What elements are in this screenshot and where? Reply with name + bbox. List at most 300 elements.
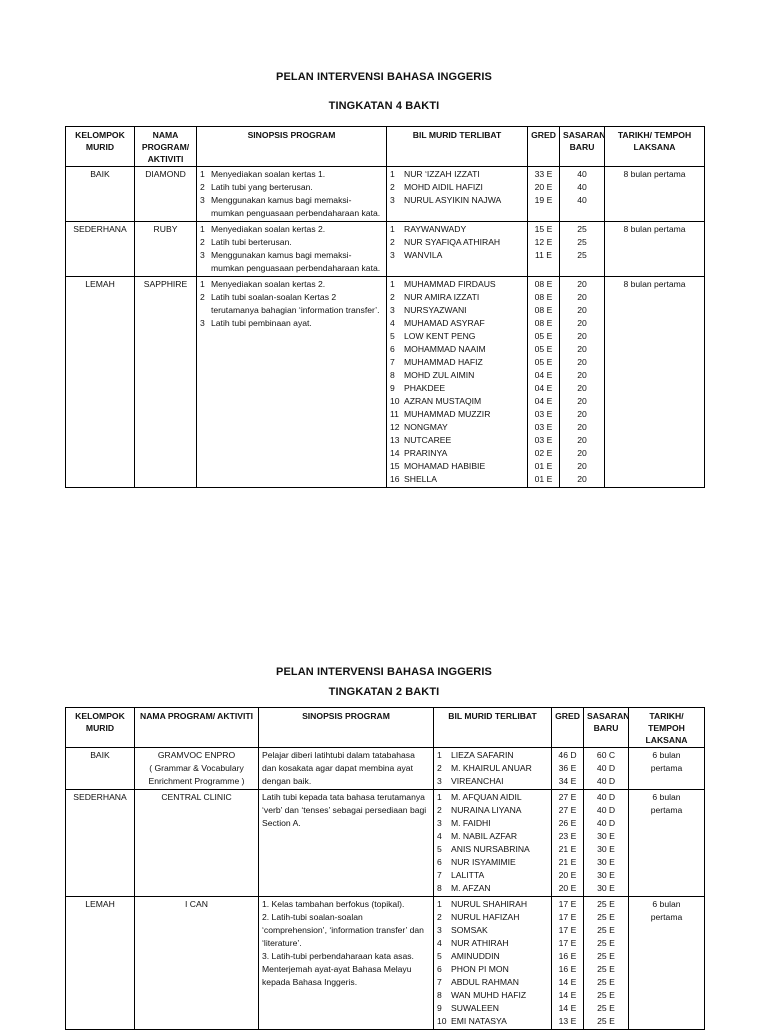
student-item — [437, 856, 548, 869]
group-cell: SEDERHANA — [66, 790, 135, 897]
synopsis-cell — [259, 897, 434, 1030]
grade-value: 03 E — [534, 422, 553, 432]
student-name: NURUL SHAHIRAH — [451, 899, 528, 909]
program-line: CENTRAL CLINIC — [161, 792, 232, 802]
student-number: 7 — [437, 977, 442, 987]
student-item — [390, 460, 524, 473]
students-cell — [387, 277, 528, 488]
student-item — [390, 473, 524, 486]
group-cell: SEDERHANA — [66, 222, 135, 277]
synopsis-line: Pelajar diberi latihtubi dalam tatabahasa dan kosakata agar dapat membina ayat dengan baik. — [262, 750, 415, 786]
student-number: 4 — [437, 831, 442, 841]
table-row — [66, 277, 705, 488]
duration-cell — [629, 897, 705, 1030]
student-number: 3 — [390, 305, 395, 315]
student-number: 10 — [437, 1016, 447, 1026]
synopsis-item — [200, 249, 383, 275]
student-list — [390, 168, 524, 207]
grade-value: 16 E — [558, 964, 577, 974]
grade-value: 46 D — [558, 750, 577, 760]
target-value: 40 D — [596, 818, 616, 828]
target-value: 25 — [577, 250, 587, 260]
student-list — [437, 898, 548, 1028]
table-row — [66, 790, 705, 897]
student-name: PRARINYA — [404, 448, 448, 458]
student-item — [437, 1015, 548, 1028]
target-value: 20 — [577, 409, 587, 419]
table-row — [66, 897, 705, 1030]
student-item — [390, 382, 524, 395]
target-value: 20 — [577, 448, 587, 458]
grade-value: 23 E — [558, 831, 577, 841]
student-name: MUHAMMAD MUZZIR — [404, 409, 491, 419]
grade-value: 20 E — [558, 883, 577, 893]
target-value: 25 — [577, 224, 587, 234]
target-cell — [584, 790, 629, 897]
student-item — [437, 749, 548, 762]
student-item — [437, 963, 548, 976]
item-text: Menggunakan kamus bagi memaksi-mumkan penguasaan perbendaharaan kata. — [211, 195, 381, 218]
item-number: 2 — [200, 292, 205, 302]
student-number: 6 — [437, 964, 442, 974]
header-program: NAMA PROGRAM/ AKTIVITI — [135, 127, 197, 167]
group-cell: LEMAH — [66, 897, 135, 1030]
student-name: PHON PI MON — [451, 964, 509, 974]
program-line: GRAMVOC ENPRO — [157, 750, 236, 760]
table-row — [66, 748, 705, 790]
grade-value: 14 E — [558, 990, 577, 1000]
duration-line: pertama — [650, 763, 683, 773]
student-name: AZRAN MUSTAQIM — [404, 396, 482, 406]
student-item — [437, 762, 548, 775]
student-item — [390, 356, 524, 369]
student-number: 3 — [390, 250, 395, 260]
student-item — [437, 775, 548, 788]
grade-value: 16 E — [558, 951, 577, 961]
synopsis-item — [200, 181, 383, 194]
item-number: 3 — [200, 195, 205, 205]
program-line: ( Grammar & Vocabulary — [149, 763, 244, 773]
student-name: M. AFZAN — [451, 883, 491, 893]
grade-value: 26 E — [558, 818, 577, 828]
student-number: 8 — [437, 883, 442, 893]
synopsis-cell — [197, 167, 387, 222]
duration-line: 6 bulan — [652, 792, 681, 802]
item-text: Menyediakan soalan kertas 2. — [211, 224, 326, 234]
synopsis-item — [200, 168, 383, 181]
grade-value: 04 E — [534, 370, 553, 380]
student-item — [390, 369, 524, 382]
synopsis-item — [200, 291, 383, 317]
grade-value: 14 E — [558, 1003, 577, 1013]
duration-line: 6 bulan — [652, 750, 681, 760]
grade-value: 17 E — [558, 899, 577, 909]
item-number: 1 — [200, 279, 205, 289]
student-name: LIEZA SAFARIN — [451, 750, 514, 760]
item-number: 1 — [200, 169, 205, 179]
target-value: 40 — [577, 195, 587, 205]
student-item — [390, 395, 524, 408]
students-cell — [387, 167, 528, 222]
student-name: WAN MUHD HAFIZ — [451, 990, 527, 1000]
student-number: 2 — [437, 805, 442, 815]
grade-value: 14 E — [558, 977, 577, 987]
synopsis-cell — [197, 222, 387, 277]
student-item — [437, 791, 548, 804]
student-item — [390, 421, 524, 434]
target-value: 30 E — [597, 883, 615, 893]
student-name: PHAKDEE — [404, 383, 446, 393]
target-value: 30 E — [597, 870, 615, 880]
student-name: WANVILA — [404, 250, 443, 260]
target-value: 30 E — [597, 857, 615, 867]
grade-value: 05 E — [534, 331, 553, 341]
item-number: 2 — [200, 182, 205, 192]
target-value: 60 C — [596, 750, 616, 760]
student-name: ABDUL RAHMAN — [451, 977, 519, 987]
grade-value: 34 E — [558, 776, 577, 786]
target-value: 40 — [577, 169, 587, 179]
group-cell: BAIK — [66, 748, 135, 790]
student-number: 1 — [390, 224, 395, 234]
grade-value: 01 E — [534, 461, 553, 471]
header-kelompok: KELOMPOK MURID — [66, 127, 135, 167]
item-text: Latih tubi yang berterusan. — [211, 182, 313, 192]
target-cell — [560, 222, 605, 277]
student-item — [437, 817, 548, 830]
student-item — [437, 869, 548, 882]
target-cell — [560, 167, 605, 222]
duration-line: pertama — [650, 912, 683, 922]
synopsis-list — [200, 168, 383, 220]
student-name: M. KHAIRUL ANUAR — [451, 763, 532, 773]
program-cell — [135, 790, 259, 897]
duration-line: 6 bulan — [652, 899, 681, 909]
student-number: 4 — [390, 318, 395, 328]
target-value: 25 E — [597, 990, 615, 1000]
target-cell — [584, 897, 629, 1030]
header-sasaran: SASARAN BARU — [560, 127, 605, 167]
student-item — [437, 911, 548, 924]
doc1-table — [65, 126, 705, 488]
student-number: 7 — [390, 357, 395, 367]
student-item — [390, 194, 524, 207]
student-name: MUHAMAD ASYRAF — [404, 318, 485, 328]
item-number: 1 — [200, 224, 205, 234]
student-name: NUR SYAFIQA ATHIRAH — [404, 237, 501, 247]
item-text: Latih tubi berterusan. — [211, 237, 292, 247]
grade-value: 20 E — [534, 182, 553, 192]
student-number: 6 — [390, 344, 395, 354]
target-value: 20 — [577, 318, 587, 328]
student-name: MUHAMMAD HAFIZ — [404, 357, 483, 367]
item-text: Latih tubi soalan-soalan Kertas 2 terutamanya bahagian ‘information transfer’. — [211, 292, 380, 315]
student-number: 5 — [390, 331, 395, 341]
target-value: 20 — [577, 305, 587, 315]
grade-value: 08 E — [534, 318, 553, 328]
student-name: SOMSAK — [451, 925, 488, 935]
student-number: 14 — [390, 448, 400, 458]
grade-value: 21 E — [558, 857, 577, 867]
target-value: 40 D — [596, 776, 616, 786]
target-value: 25 E — [597, 899, 615, 909]
student-item — [390, 236, 524, 249]
student-number: 10 — [390, 396, 400, 406]
item-number: 3 — [200, 318, 205, 328]
program-cell: SAPPHIRE — [135, 277, 197, 488]
duration-cell: 8 bulan pertama — [605, 167, 705, 222]
doc2-header-row — [66, 708, 705, 748]
program-line: I CAN — [185, 899, 208, 909]
student-name: M. FAIDHI — [451, 818, 491, 828]
program-line: Enrichment Programme ) — [148, 776, 245, 786]
student-name: NURSYAZWANI — [404, 305, 467, 315]
item-text: Menggunakan kamus bagi memaksi-mumkan penguasaan perbendaharaan kata. — [211, 250, 381, 273]
student-number: 6 — [437, 857, 442, 867]
doc2-subtitle: TINGKATAN 2 BAKTI — [328, 686, 440, 698]
synopsis-item — [200, 194, 383, 220]
student-item — [437, 843, 548, 856]
target-value: 20 — [577, 292, 587, 302]
duration-cell: 8 bulan pertama — [605, 277, 705, 488]
synopsis-line: 2. Latih-tubi soalan-soalan ‘comprehension’, ‘information transfer’ dan ‘literature’. — [262, 912, 424, 948]
duration-cell: 8 bulan pertama — [605, 222, 705, 277]
item-text: Menyediakan soalan kertas 1. — [211, 169, 326, 179]
student-list — [390, 278, 524, 486]
student-name: NURUL HAFIZAH — [451, 912, 520, 922]
synopsis-line: Menterjemah ayat-ayat Bahasa Melayu kepada Bahasa Inggeris. — [262, 964, 412, 987]
student-number: 3 — [390, 195, 395, 205]
student-number: 1 — [437, 899, 442, 909]
student-name: NUTCAREE — [404, 435, 452, 445]
target-value: 20 — [577, 357, 587, 367]
grade-value: 11 E — [534, 250, 553, 260]
student-name: ANIS NURSABRINA — [451, 844, 530, 854]
target-value: 25 E — [597, 964, 615, 974]
student-name: AMINUDDIN — [451, 951, 500, 961]
target-value: 30 E — [597, 831, 615, 841]
student-name: MOHD ZUL AIMIN — [404, 370, 475, 380]
target-value: 20 — [577, 461, 587, 471]
student-name: SUWALEEN — [451, 1003, 499, 1013]
grade-cell — [552, 790, 584, 897]
header-sinopsis: SINOPSIS PROGRAM — [259, 708, 434, 748]
student-item — [437, 924, 548, 937]
student-number: 5 — [437, 951, 442, 961]
student-number: 4 — [437, 938, 442, 948]
student-item — [390, 447, 524, 460]
table-row — [66, 167, 705, 222]
grade-cell — [528, 277, 560, 488]
grade-value: 17 E — [558, 938, 577, 948]
student-item — [437, 989, 548, 1002]
student-name: MOHAMAD HABIBIE — [404, 461, 486, 471]
doc1-title: PELAN INTERVENSI BAHASA INGGERIS — [276, 71, 492, 83]
student-name: EMI NATASYA — [451, 1016, 507, 1026]
grade-value: 08 E — [534, 279, 553, 289]
grade-value: 17 E — [558, 912, 577, 922]
grade-value: 01 E — [534, 474, 553, 484]
program-cell — [135, 748, 259, 790]
header-gred: GRED — [552, 708, 584, 748]
target-value: 20 — [577, 279, 587, 289]
grade-value: 12 E — [534, 237, 553, 247]
student-item — [437, 804, 548, 817]
student-item — [437, 950, 548, 963]
target-value: 25 — [577, 237, 587, 247]
student-number: 2 — [390, 182, 395, 192]
student-number: 5 — [437, 844, 442, 854]
grade-value: 15 E — [534, 224, 553, 234]
student-item — [390, 408, 524, 421]
student-item — [390, 223, 524, 236]
synopsis-cell — [259, 790, 434, 897]
grade-value: 03 E — [534, 435, 553, 445]
header-murid: BIL MURID TERLIBAT — [387, 127, 528, 167]
student-item — [437, 882, 548, 895]
target-value: 20 — [577, 396, 587, 406]
student-number: 1 — [390, 279, 395, 289]
student-number: 3 — [437, 925, 442, 935]
student-name: SHELLA — [404, 474, 437, 484]
student-list — [437, 749, 548, 788]
program-cell — [135, 897, 259, 1030]
student-item — [390, 343, 524, 356]
student-name: MOHD AIDIL HAFIZI — [404, 182, 483, 192]
target-value: 20 — [577, 383, 587, 393]
header-kelompok: KELOMPOK MURID — [66, 708, 135, 748]
student-number: 2 — [437, 763, 442, 773]
students-cell — [387, 222, 528, 277]
item-text: Menyediakan soalan kertas 2. — [211, 279, 326, 289]
table-row — [66, 222, 705, 277]
student-number: 2 — [390, 237, 395, 247]
student-item — [437, 976, 548, 989]
student-number: 2 — [390, 292, 395, 302]
student-number: 3 — [437, 818, 442, 828]
target-value: 20 — [577, 344, 587, 354]
synopsis-item — [200, 278, 383, 291]
student-number: 7 — [437, 870, 442, 880]
student-list — [390, 223, 524, 262]
synopsis-list — [200, 223, 383, 275]
group-cell: LEMAH — [66, 277, 135, 488]
student-name: NONGMAY — [404, 422, 448, 432]
student-number: 11 — [390, 409, 399, 419]
student-number: 2 — [437, 912, 442, 922]
synopsis-item — [200, 223, 383, 236]
student-name: NUR ISYAMIMIE — [451, 857, 516, 867]
grade-value: 02 E — [534, 448, 553, 458]
synopsis-cell — [259, 748, 434, 790]
target-value: 25 E — [597, 1003, 615, 1013]
student-item — [390, 434, 524, 447]
grade-value: 03 E — [534, 409, 553, 419]
grade-value: 36 E — [558, 763, 577, 773]
synopsis-list — [200, 278, 383, 330]
duration-cell — [629, 748, 705, 790]
student-item — [390, 278, 524, 291]
item-number: 2 — [200, 237, 205, 247]
target-value: 20 — [577, 331, 587, 341]
student-item — [390, 181, 524, 194]
synopsis-line: 3. Latih-tubi perbendaharaan kata asas. — [262, 951, 414, 961]
grade-value: 17 E — [558, 925, 577, 935]
student-number: 8 — [390, 370, 395, 380]
student-item — [390, 317, 524, 330]
grade-cell — [528, 167, 560, 222]
header-program: NAMA PROGRAM/ AKTIVITI — [135, 708, 259, 748]
target-value: 40 D — [596, 805, 616, 815]
grade-value: 08 E — [534, 305, 553, 315]
students-cell — [434, 790, 552, 897]
student-name: NURUL ASYIKIN NAJWA — [404, 195, 502, 205]
student-name: M. AFQUAN AIDIL — [451, 792, 522, 802]
student-name: RAYWANWADY — [404, 224, 467, 234]
target-value: 25 E — [597, 951, 615, 961]
target-value: 40 D — [596, 792, 616, 802]
student-number: 15 — [390, 461, 400, 471]
student-name: NUR AMIRA IZZATI — [404, 292, 480, 302]
student-name: LOW KENT PENG — [404, 331, 476, 341]
student-item — [390, 249, 524, 262]
student-number: 3 — [437, 776, 442, 786]
synopsis-item — [200, 236, 383, 249]
student-name: VIREANCHAI — [451, 776, 504, 786]
student-list — [437, 791, 548, 895]
doc2-table — [65, 707, 705, 1030]
target-value: 30 E — [597, 844, 615, 854]
grade-cell — [552, 897, 584, 1030]
student-name: MUHAMMAD FIRDAUS — [404, 279, 496, 289]
student-name: NUR ATHIRAH — [451, 938, 509, 948]
student-item — [390, 168, 524, 181]
student-item — [437, 1002, 548, 1015]
header-tarikh: TARIKH/ TEMPOH LAKSANA — [629, 708, 705, 748]
header-murid: BIL MURID TERLIBAT — [434, 708, 552, 748]
student-number: 13 — [390, 435, 400, 445]
target-value: 40 — [577, 182, 587, 192]
student-number: 1 — [390, 169, 395, 179]
student-number: 1 — [437, 792, 442, 802]
synopsis-item — [200, 317, 383, 330]
student-name: NURAINA LIYANA — [451, 805, 522, 815]
grade-value: 19 E — [534, 195, 553, 205]
student-item — [390, 304, 524, 317]
synopsis-line: Latih tubi kepada tata bahasa terutamanya ‘verb’ dan ‘tenses’ sebagai persediaan bagi Section A. — [262, 792, 427, 828]
doc1-header-row — [66, 127, 705, 167]
student-item — [437, 898, 548, 911]
student-number: 9 — [390, 383, 395, 393]
program-cell: DIAMOND — [135, 167, 197, 222]
grade-value: 04 E — [534, 396, 553, 406]
student-name: LALITTA — [451, 870, 485, 880]
header-gred: GRED — [528, 127, 560, 167]
item-text: Latih tubi pembinaan ayat. — [211, 318, 312, 328]
students-cell — [434, 897, 552, 1030]
grade-value: 20 E — [558, 870, 577, 880]
student-number: 1 — [437, 750, 442, 760]
grade-value: 05 E — [534, 344, 553, 354]
target-value: 25 E — [597, 912, 615, 922]
grade-value: 27 E — [558, 792, 577, 802]
student-item — [390, 330, 524, 343]
grade-value: 21 E — [558, 844, 577, 854]
grade-value: 08 E — [534, 292, 553, 302]
target-value: 20 — [577, 474, 587, 484]
header-sinopsis: SINOPSIS PROGRAM — [197, 127, 387, 167]
grade-value: 27 E — [558, 805, 577, 815]
